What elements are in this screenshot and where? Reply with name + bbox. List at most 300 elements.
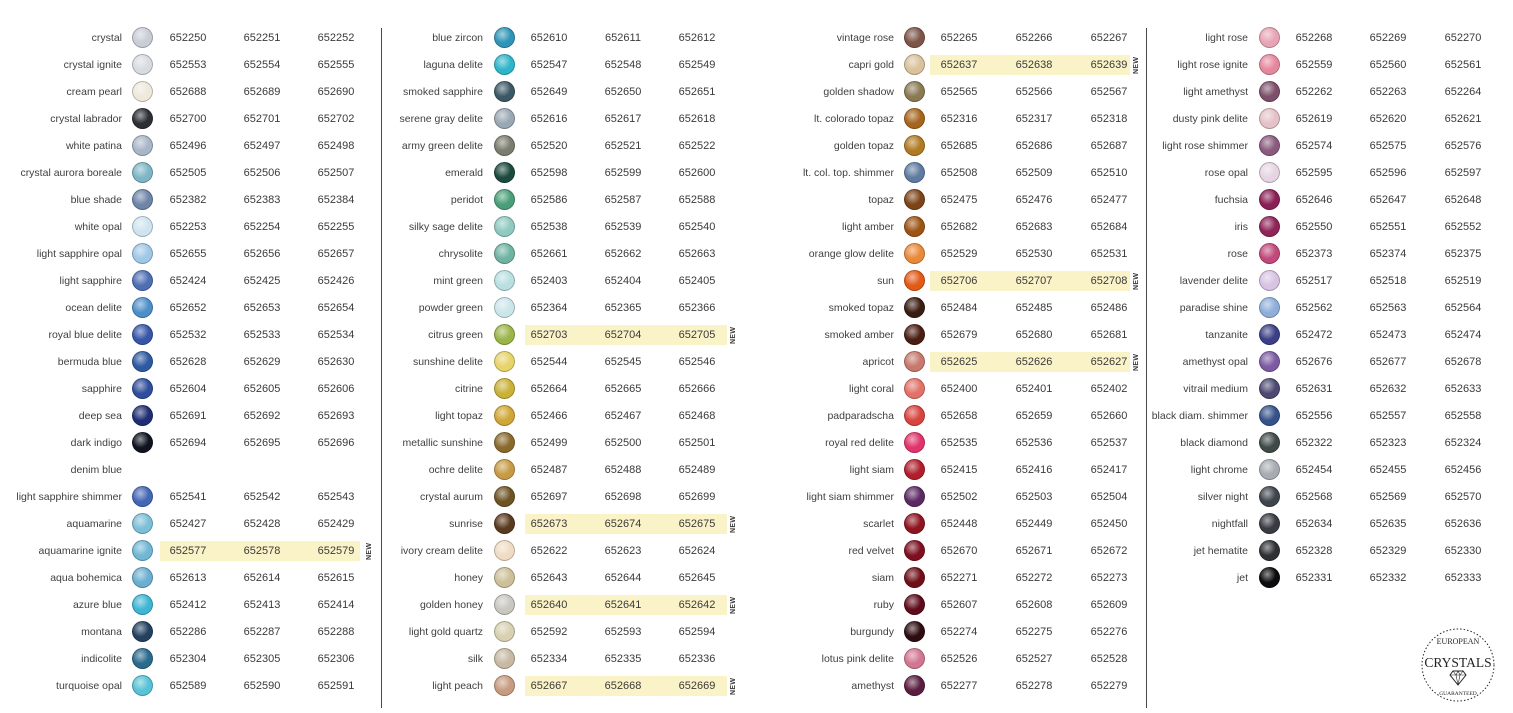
- article-code: 652666: [678, 383, 716, 395]
- color-name: ivory cream delite: [400, 545, 483, 557]
- article-code: 652660: [1090, 410, 1128, 422]
- article-code: 652500: [604, 437, 642, 449]
- article-code: 652694: [169, 437, 207, 449]
- article-code: 652454: [1295, 464, 1333, 476]
- article-code: 652522: [678, 140, 716, 152]
- article-code: 652429: [317, 518, 355, 530]
- article-code: 652336: [678, 653, 716, 665]
- article-code: 652518: [1369, 275, 1407, 287]
- article-code: 652592: [530, 626, 568, 638]
- article-code: 652663: [678, 248, 716, 260]
- article-code: 652685: [940, 140, 978, 152]
- article-code: 652272: [1015, 572, 1053, 584]
- color-name: light gold quartz: [408, 626, 483, 638]
- article-code: 652605: [243, 383, 281, 395]
- color-row: [0, 673, 1513, 700]
- article-code: 652536: [1015, 437, 1053, 449]
- article-code: 652659: [1015, 410, 1053, 422]
- article-code: 652559: [1295, 59, 1333, 71]
- article-code: 652499: [530, 437, 568, 449]
- article-code: 652634: [1295, 518, 1333, 530]
- color-name: montana: [81, 626, 122, 638]
- article-code: 652333: [1444, 572, 1482, 584]
- color-name: white opal: [74, 221, 122, 233]
- article-code: 652690: [317, 86, 355, 98]
- color-name: light amethyst: [1183, 86, 1248, 98]
- article-code: 652570: [1444, 491, 1482, 503]
- article-code: 652594: [678, 626, 716, 638]
- new-badge: NEW: [730, 677, 737, 696]
- article-code: 652546: [678, 356, 716, 368]
- color-row: [0, 430, 1513, 457]
- article-code: 652621: [1444, 113, 1482, 125]
- article-code: 652322: [1295, 437, 1333, 449]
- crystal-swatch-icon: [1259, 378, 1280, 399]
- diamond-icon: [1450, 671, 1466, 685]
- color-name: lavender delite: [1179, 275, 1248, 287]
- article-code: 652577: [169, 545, 207, 557]
- article-code: 652641: [604, 599, 642, 611]
- article-code: 652645: [678, 572, 716, 584]
- color-name: lt. col. top. shimmer: [802, 167, 894, 179]
- article-code: 652255: [317, 221, 355, 233]
- article-code: 652703: [530, 329, 568, 341]
- article-code: 652542: [243, 491, 281, 503]
- article-code: 652590: [243, 680, 281, 692]
- article-code: 652556: [1295, 410, 1333, 422]
- article-code: 652574: [1295, 140, 1333, 152]
- color-name: smoked sapphire: [403, 86, 483, 98]
- article-code: 652569: [1369, 491, 1407, 503]
- color-name: rose opal: [1204, 167, 1248, 179]
- color-name: chrysolite: [438, 248, 483, 260]
- article-code: 652549: [678, 59, 716, 71]
- color-name: light sapphire shimmer: [16, 491, 122, 503]
- crystal-swatch-icon: [1259, 81, 1280, 102]
- color-name: red velvet: [848, 545, 894, 557]
- color-name: light rose: [1205, 32, 1248, 44]
- color-name: dark indigo: [70, 437, 122, 449]
- article-code: 652646: [1295, 194, 1333, 206]
- article-code: 652268: [1295, 32, 1333, 44]
- article-code: 652502: [940, 491, 978, 503]
- color-name: amethyst: [851, 680, 894, 692]
- article-code: 652253: [169, 221, 207, 233]
- article-code: 652557: [1369, 410, 1407, 422]
- article-code: 652698: [604, 491, 642, 503]
- article-code: 652448: [940, 518, 978, 530]
- article-code: 652616: [530, 113, 568, 125]
- article-code: 652504: [1090, 491, 1128, 503]
- article-code: 652271: [940, 572, 978, 584]
- article-code: 652684: [1090, 221, 1128, 233]
- article-code: 652519: [1444, 275, 1482, 287]
- article-code: 652597: [1444, 167, 1482, 179]
- article-code: 652589: [169, 680, 207, 692]
- article-code: 652529: [940, 248, 978, 260]
- article-code: 652263: [1369, 86, 1407, 98]
- article-code: 652403: [530, 275, 568, 287]
- article-code: 652610: [530, 32, 568, 44]
- article-code: 652517: [1295, 275, 1333, 287]
- article-code: 652366: [678, 302, 716, 314]
- new-badge: NEW: [730, 596, 737, 615]
- article-code: 652384: [317, 194, 355, 206]
- article-code: 652279: [1090, 680, 1128, 692]
- article-code: 652678: [1444, 356, 1482, 368]
- article-code: 652476: [1015, 194, 1053, 206]
- article-code: 652600: [678, 167, 716, 179]
- article-code: 652658: [940, 410, 978, 422]
- color-name: light sapphire: [59, 275, 122, 287]
- article-code: 652415: [940, 464, 978, 476]
- article-code: 652497: [243, 140, 281, 152]
- color-row: [0, 268, 1513, 295]
- article-code: 652669: [678, 680, 716, 692]
- crystal-swatch-icon: [1259, 432, 1280, 453]
- color-row: [0, 619, 1513, 646]
- color-row: [0, 376, 1513, 403]
- color-name: black diamond: [1180, 437, 1248, 449]
- article-code: 652696: [317, 437, 355, 449]
- color-name: smoked amber: [824, 329, 894, 341]
- article-code: 652587: [604, 194, 642, 206]
- article-code: 652705: [678, 329, 716, 341]
- article-code: 652270: [1444, 32, 1482, 44]
- color-name: turquoise opal: [56, 680, 122, 692]
- article-code: 652520: [530, 140, 568, 152]
- color-name: light siam: [849, 464, 894, 476]
- color-name: citrine: [454, 383, 483, 395]
- article-code: 652404: [604, 275, 642, 287]
- article-code: 652323: [1369, 437, 1407, 449]
- crystal-swatch-icon: [1259, 135, 1280, 156]
- article-code: 652510: [1090, 167, 1128, 179]
- article-code: 652650: [604, 86, 642, 98]
- article-code: 652487: [530, 464, 568, 476]
- article-code: 652565: [940, 86, 978, 98]
- color-name: light rose ignite: [1177, 59, 1248, 71]
- article-code: 652466: [530, 410, 568, 422]
- article-code: 652539: [604, 221, 642, 233]
- article-code: 652688: [169, 86, 207, 98]
- article-code: 652635: [1369, 518, 1407, 530]
- article-code: 652595: [1295, 167, 1333, 179]
- article-code: 652455: [1369, 464, 1407, 476]
- article-code: 652534: [317, 329, 355, 341]
- color-name: rose: [1227, 248, 1248, 260]
- new-badge: NEW: [730, 326, 737, 345]
- article-code: 652417: [1090, 464, 1128, 476]
- color-name: jet hematite: [1193, 545, 1248, 557]
- color-name: fuchsia: [1214, 194, 1248, 206]
- crystal-swatch-icon: [1259, 540, 1280, 561]
- article-code: 652613: [169, 572, 207, 584]
- article-code: 652578: [243, 545, 281, 557]
- article-code: 652671: [1015, 545, 1053, 557]
- color-name: citrus green: [428, 329, 483, 341]
- crystal-swatch-icon: [1259, 243, 1280, 264]
- article-code: 652643: [530, 572, 568, 584]
- article-code: 652402: [1090, 383, 1128, 395]
- article-code: 652503: [1015, 491, 1053, 503]
- color-row: [0, 646, 1513, 673]
- color-name: aqua bohemica: [50, 572, 122, 584]
- article-code: 652668: [604, 680, 642, 692]
- crystal-swatch-icon: [1259, 162, 1280, 183]
- color-row: [0, 295, 1513, 322]
- color-row: [0, 484, 1513, 511]
- article-code: 652599: [604, 167, 642, 179]
- color-name: light amber: [842, 221, 894, 233]
- article-code: 652286: [169, 626, 207, 638]
- crystal-swatch-icon: [1259, 27, 1280, 48]
- article-code: 652375: [1444, 248, 1482, 260]
- article-code: 652486: [1090, 302, 1128, 314]
- color-name: topaz: [868, 194, 894, 206]
- new-badge: NEW: [1133, 272, 1140, 291]
- article-code: 652254: [243, 221, 281, 233]
- color-name: sun: [877, 275, 894, 287]
- article-code: 652566: [1015, 86, 1053, 98]
- color-row: [0, 160, 1513, 187]
- article-code: 652552: [1444, 221, 1482, 233]
- article-code: 652670: [940, 545, 978, 557]
- article-code: 652628: [169, 356, 207, 368]
- article-code: 652644: [604, 572, 642, 584]
- article-code: 652473: [1369, 329, 1407, 341]
- article-code: 652652: [169, 302, 207, 314]
- article-code: 652642: [678, 599, 716, 611]
- color-name: aquamarine: [66, 518, 122, 530]
- new-badge: NEW: [366, 542, 373, 561]
- article-code: 652427: [169, 518, 207, 530]
- article-code: 652508: [940, 167, 978, 179]
- color-name: vintage rose: [836, 32, 894, 44]
- crystal-swatch-icon: [1259, 486, 1280, 507]
- article-code: 652623: [604, 545, 642, 557]
- article-code: 652489: [678, 464, 716, 476]
- color-name: scarlet: [863, 518, 894, 530]
- article-code: 652706: [940, 275, 978, 287]
- color-name: tanzanite: [1205, 329, 1248, 341]
- new-badge: NEW: [730, 515, 737, 534]
- crystal-swatch-icon: [904, 621, 925, 642]
- article-code: 652425: [243, 275, 281, 287]
- article-code: 652364: [530, 302, 568, 314]
- color-row: [0, 349, 1513, 376]
- article-code: 652679: [940, 329, 978, 341]
- color-name: apricot: [862, 356, 894, 368]
- article-code: 652330: [1444, 545, 1482, 557]
- article-code: 652287: [243, 626, 281, 638]
- color-row: [0, 187, 1513, 214]
- color-name: metallic sunshine: [402, 437, 483, 449]
- article-code: 652266: [1015, 32, 1053, 44]
- article-code: 652531: [1090, 248, 1128, 260]
- article-code: 652667: [530, 680, 568, 692]
- crystal-swatch-icon: [1259, 324, 1280, 345]
- article-code: 652596: [1369, 167, 1407, 179]
- article-code: 652532: [169, 329, 207, 341]
- crystal-swatch-icon: [1259, 405, 1280, 426]
- article-code: 652547: [530, 59, 568, 71]
- article-code: 652265: [940, 32, 978, 44]
- article-code: 652564: [1444, 302, 1482, 314]
- color-row: [0, 214, 1513, 241]
- article-code: 652540: [678, 221, 716, 233]
- article-code: 652527: [1015, 653, 1053, 665]
- article-code: 652252: [317, 32, 355, 44]
- article-code: 652373: [1295, 248, 1333, 260]
- article-code: 652541: [169, 491, 207, 503]
- color-name: azure blue: [72, 599, 122, 611]
- article-code: 652617: [604, 113, 642, 125]
- article-code: 652468: [678, 410, 716, 422]
- article-code: 652633: [1444, 383, 1482, 395]
- article-code: 652334: [530, 653, 568, 665]
- article-code: 652638: [1015, 59, 1053, 71]
- article-code: 652496: [169, 140, 207, 152]
- article-code: 652317: [1015, 113, 1053, 125]
- color-name: sunrise: [449, 518, 483, 530]
- article-code: 652654: [317, 302, 355, 314]
- article-code: 652683: [1015, 221, 1053, 233]
- article-code: 652591: [317, 680, 355, 692]
- article-code: 652533: [243, 329, 281, 341]
- article-code: 652629: [243, 356, 281, 368]
- color-name: vitrail medium: [1183, 383, 1248, 395]
- color-name: serene gray delite: [399, 113, 483, 125]
- article-code: 652664: [530, 383, 568, 395]
- article-code: 652467: [604, 410, 642, 422]
- color-name: crystal aurum: [419, 491, 483, 503]
- crystal-swatch-icon: [1259, 459, 1280, 480]
- color-row: [0, 538, 1513, 565]
- article-code: 652426: [317, 275, 355, 287]
- article-code: 652576: [1444, 140, 1482, 152]
- color-name: crystal aurora boreale: [20, 167, 122, 179]
- article-code: 652506: [243, 167, 281, 179]
- color-name: padparadscha: [827, 410, 894, 422]
- article-code: 652632: [1369, 383, 1407, 395]
- crystal-swatch-icon: [1259, 108, 1280, 129]
- color-name: emerald: [445, 167, 483, 179]
- article-code: 652485: [1015, 302, 1053, 314]
- color-row: [0, 241, 1513, 268]
- article-code: 652657: [317, 248, 355, 260]
- article-code: 652554: [243, 59, 281, 71]
- article-code: 652543: [317, 491, 355, 503]
- color-name: crystal ignite: [63, 59, 122, 71]
- color-row: [0, 79, 1513, 106]
- article-code: 652627: [1090, 356, 1128, 368]
- article-code: 652697: [530, 491, 568, 503]
- color-row: [0, 106, 1513, 133]
- article-code: 652588: [678, 194, 716, 206]
- article-code: 652305: [243, 653, 281, 665]
- article-code: 652626: [1015, 356, 1053, 368]
- crystal-swatch-icon: [904, 675, 925, 696]
- color-name: light sapphire opal: [36, 248, 122, 260]
- color-row: [0, 592, 1513, 619]
- article-code: 652269: [1369, 32, 1407, 44]
- article-code: 652304: [169, 653, 207, 665]
- article-code: 652316: [940, 113, 978, 125]
- color-name: light peach: [432, 680, 483, 692]
- color-name: orange glow delite: [808, 248, 894, 260]
- article-code: 652562: [1295, 302, 1333, 314]
- crystal-swatch-icon: [1259, 297, 1280, 318]
- article-code: 652501: [678, 437, 716, 449]
- article-code: 652535: [940, 437, 978, 449]
- article-code: 652619: [1295, 113, 1333, 125]
- article-code: 652568: [1295, 491, 1333, 503]
- article-code: 652606: [317, 383, 355, 395]
- article-code: 652278: [1015, 680, 1053, 692]
- article-code: 652401: [1015, 383, 1053, 395]
- article-code: 652674: [604, 518, 642, 530]
- article-code: 652365: [604, 302, 642, 314]
- article-code: 652424: [169, 275, 207, 287]
- article-code: 652689: [243, 86, 281, 98]
- article-code: 652530: [1015, 248, 1053, 260]
- article-code: 652608: [1015, 599, 1053, 611]
- color-name: silk: [467, 653, 483, 665]
- article-code: 652551: [1369, 221, 1407, 233]
- color-row: [0, 511, 1513, 538]
- article-code: 652560: [1369, 59, 1407, 71]
- color-name: light topaz: [435, 410, 483, 422]
- article-code: 652449: [1015, 518, 1053, 530]
- crystal-swatch-icon: [904, 594, 925, 615]
- article-code: 652701: [243, 113, 281, 125]
- crystal-swatch-icon: [904, 648, 925, 669]
- article-code: 652631: [1295, 383, 1333, 395]
- article-code: 652413: [243, 599, 281, 611]
- article-code: 652639: [1090, 59, 1128, 71]
- article-code: 652687: [1090, 140, 1128, 152]
- color-name: lotus pink delite: [821, 653, 894, 665]
- crystal-swatch-icon: [1259, 216, 1280, 237]
- color-name: light rose shimmer: [1162, 140, 1248, 152]
- crystal-swatch-icon: [1259, 513, 1280, 534]
- article-code: 652677: [1369, 356, 1407, 368]
- article-code: 652672: [1090, 545, 1128, 557]
- color-name: light coral: [849, 383, 894, 395]
- color-name: sapphire: [81, 383, 122, 395]
- article-code: 652563: [1369, 302, 1407, 314]
- article-code: 652262: [1295, 86, 1333, 98]
- color-name: mint green: [433, 275, 483, 287]
- article-code: 652450: [1090, 518, 1128, 530]
- article-code: 652665: [604, 383, 642, 395]
- article-code: 652374: [1369, 248, 1407, 260]
- color-name: siam: [871, 572, 894, 584]
- color-name: nightfall: [1211, 518, 1248, 530]
- crystal-swatch-icon: [1259, 189, 1280, 210]
- color-name: indicolite: [81, 653, 122, 665]
- article-code: 652593: [604, 626, 642, 638]
- article-code: 652622: [530, 545, 568, 557]
- article-code: 652428: [243, 518, 281, 530]
- article-code: 652332: [1369, 572, 1407, 584]
- logo-bottom-text: GUARANTEED: [1439, 691, 1477, 697]
- color-row: [0, 52, 1513, 79]
- article-code: 652649: [530, 86, 568, 98]
- article-code: 652400: [940, 383, 978, 395]
- color-name: aquamarine ignite: [38, 545, 122, 557]
